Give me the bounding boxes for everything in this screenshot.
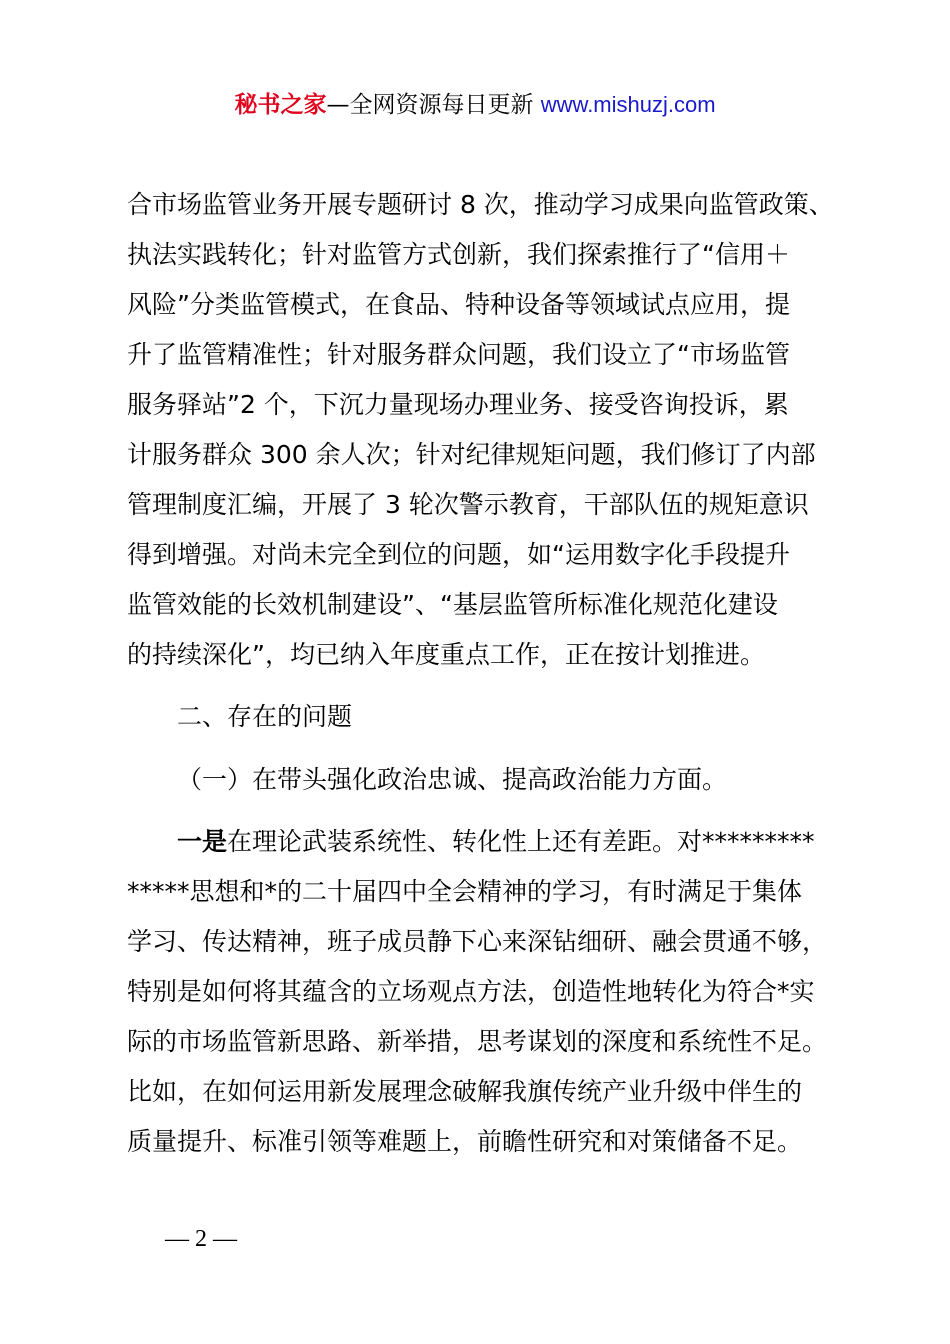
- text-line: 合市场监管业务开展专题研讨 8 次，推动学习成果向监管政策、: [127, 190, 834, 219]
- subsection-heading: （一）在带头强化政治忠诚、提高政治能力方面。: [177, 765, 728, 794]
- brand-name: 秘书之家: [234, 92, 327, 118]
- text-line: 特别是如何将其蕴含的立场观点方法，创造性地转化为符合*实: [127, 977, 815, 1006]
- text-line: 质量提升、标准引领等难题上，前瞻性研究和对策储备不足。: [127, 1127, 803, 1156]
- site-url[interactable]: www.mishuzj.com: [540, 92, 716, 117]
- text-line: 的持续深化”，均已纳入年度重点工作，正在按计划推进。: [127, 640, 765, 669]
- lead-rest: 在理论武装系统性、转化性上还有差距。对*********: [227, 827, 815, 856]
- text-line: 升了监管精准性；针对服务群众问题，我们设立了“市场监管: [127, 340, 790, 369]
- header-slogan: —全网资源每日更新: [326, 92, 541, 118]
- text-line: 执法实践转化；针对监管方式创新，我们探索推行了“信用＋: [127, 240, 790, 269]
- section-heading: 二、存在的问题: [177, 702, 353, 731]
- text-line: 得到增强。对尚未完全到位的问题，如“运用数字化手段提升: [127, 540, 790, 569]
- text-line: 际的市场监管新思路、新举措，思考谋划的深度和系统性不足。: [127, 1027, 828, 1056]
- text-line: 风险”分类监管模式，在食品、特种设备等领域试点应用，提: [127, 290, 790, 319]
- text-line: *****思想和*的二十届四中全会精神的学习，有时满足于集体: [127, 877, 803, 906]
- lead-bold: 一是: [177, 827, 228, 856]
- text-line: 计服务群众 300 余人次；针对纪律规矩问题，我们修订了内部: [127, 440, 816, 469]
- text-line: [177, 825, 815, 859]
- page-number: — 2 —: [165, 1226, 237, 1252]
- text-line: 学习、传达精神，班子成员静下心来深钻细研、融会贯通不够，: [127, 927, 828, 956]
- site-header: [0, 88, 950, 122]
- text-line: 监管效能的长效机制建设”、“基层监管所标准化规范化建设: [127, 590, 778, 619]
- text-line: 管理制度汇编，开展了 3 轮次警示教育，干部队伍的规矩意识: [127, 490, 809, 519]
- text-line: 服务驿站”2 个，下沉力量现场办理业务、接受咨询投诉，累: [127, 390, 789, 419]
- text-line: 比如，在如何运用新发展理念破解我旗传统产业升级中伴生的: [127, 1077, 803, 1106]
